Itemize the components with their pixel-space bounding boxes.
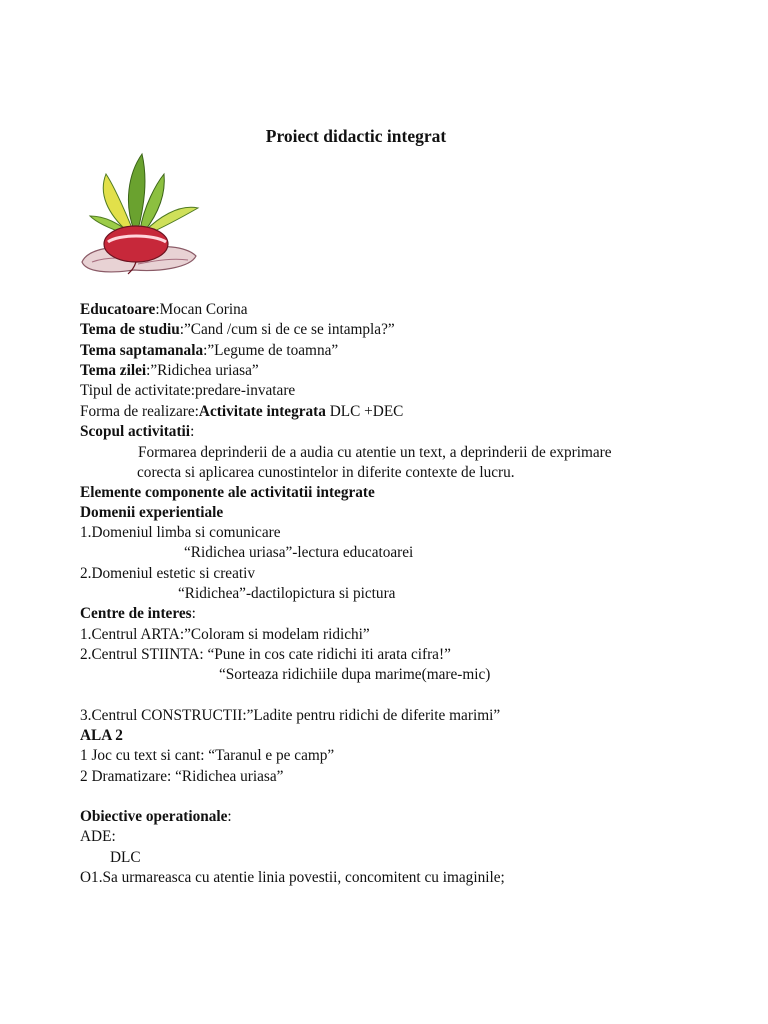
forma-rest: DLC +DEC	[325, 403, 404, 420]
tema-studiu-label: Tema de studiu	[80, 321, 180, 338]
educatoare-line	[80, 300, 248, 320]
tema-studiu-line	[80, 320, 395, 340]
scopul-text-2: corecta si aplicarea cunostintelor in diferite contexte de lucru.	[137, 464, 515, 481]
scopul-text-1: Formarea deprinderii de a audia cu atentie un text, a deprinderii de exprimare	[138, 444, 612, 461]
tema-zilei-value: :”Ridichea uriasa”	[146, 362, 259, 379]
centru-3: 3.Centrul CONSTRUCTII:”Ladite pentru ridichi de diferite marimi”	[80, 707, 501, 724]
obiective-colon: :	[227, 808, 232, 825]
dlc-label: DLC	[110, 849, 141, 866]
scopul-colon: :	[190, 423, 195, 440]
ala-item-2: 2 Dramatizare: “Ridichea uriasa”	[80, 768, 284, 785]
tipul-activitate: Tipul de activitate:predare-invatare	[80, 382, 296, 399]
domeniu-2-sub: “Ridichea”-dactilopictura si pictura	[178, 585, 396, 602]
domeniu-1: 1.Domeniul limba si comunicare	[80, 524, 281, 541]
scopul-heading	[80, 422, 194, 442]
tema-saptamanala-label: Tema saptamanala	[80, 342, 204, 359]
obiective-label: Obiective operationale	[80, 808, 228, 825]
centru-2: 2.Centrul STIINTA: “Pune in cos cate ridichi iti arata cifra!”	[80, 646, 451, 663]
tema-studiu-value: :”Cand /cum si de ce se intampla?”	[179, 321, 395, 338]
obiectiv-o1: O1.Sa urmareasca cu atentie linia povestii, concomitent cu imaginile;	[80, 869, 505, 886]
ala-heading: ALA 2	[80, 727, 123, 744]
domenii-heading: Domenii experientiale	[80, 504, 224, 521]
document-title: Proiect didactic integrat	[265, 126, 447, 146]
domeniu-1-sub: “Ridichea uriasa”-lectura educatoarei	[184, 544, 414, 561]
ade-label: ADE:	[80, 828, 116, 845]
domeniu-2: 2.Domeniul estetic si creativ	[80, 565, 256, 582]
ala-item-1: 1 Joc cu text si cant: “Taranul e pe camp”	[80, 747, 335, 764]
centre-heading	[80, 604, 196, 624]
tema-zilei-line	[80, 361, 259, 381]
centre-colon: :	[191, 605, 196, 622]
obiective-heading	[80, 807, 232, 827]
scopul-label: Scopul activitatii	[80, 423, 191, 440]
forma-realizare-line	[80, 402, 403, 422]
tema-zilei-label: Tema zilei	[80, 362, 147, 379]
centre-label: Centre de interes	[80, 605, 192, 622]
educatoare-label: Educatoare	[80, 301, 156, 318]
tema-saptamanala-value: :”Legume de toamna”	[203, 342, 339, 359]
centru-1: 1.Centrul ARTA:”Coloram si modelam ridichi”	[80, 626, 370, 643]
centru-2-sub: “Sorteaza ridichiile dupa marime(mare-mic)	[219, 666, 491, 683]
forma-bold: Activitate integrata	[198, 403, 326, 420]
educatoare-value: :Mocan Corina	[155, 301, 248, 318]
radish-illustration	[78, 144, 202, 278]
elemente-heading: Elemente componente ale activitatii integrate	[80, 484, 375, 501]
forma-label: Forma de realizare:	[80, 403, 199, 420]
tema-saptamanala-line	[80, 341, 338, 361]
